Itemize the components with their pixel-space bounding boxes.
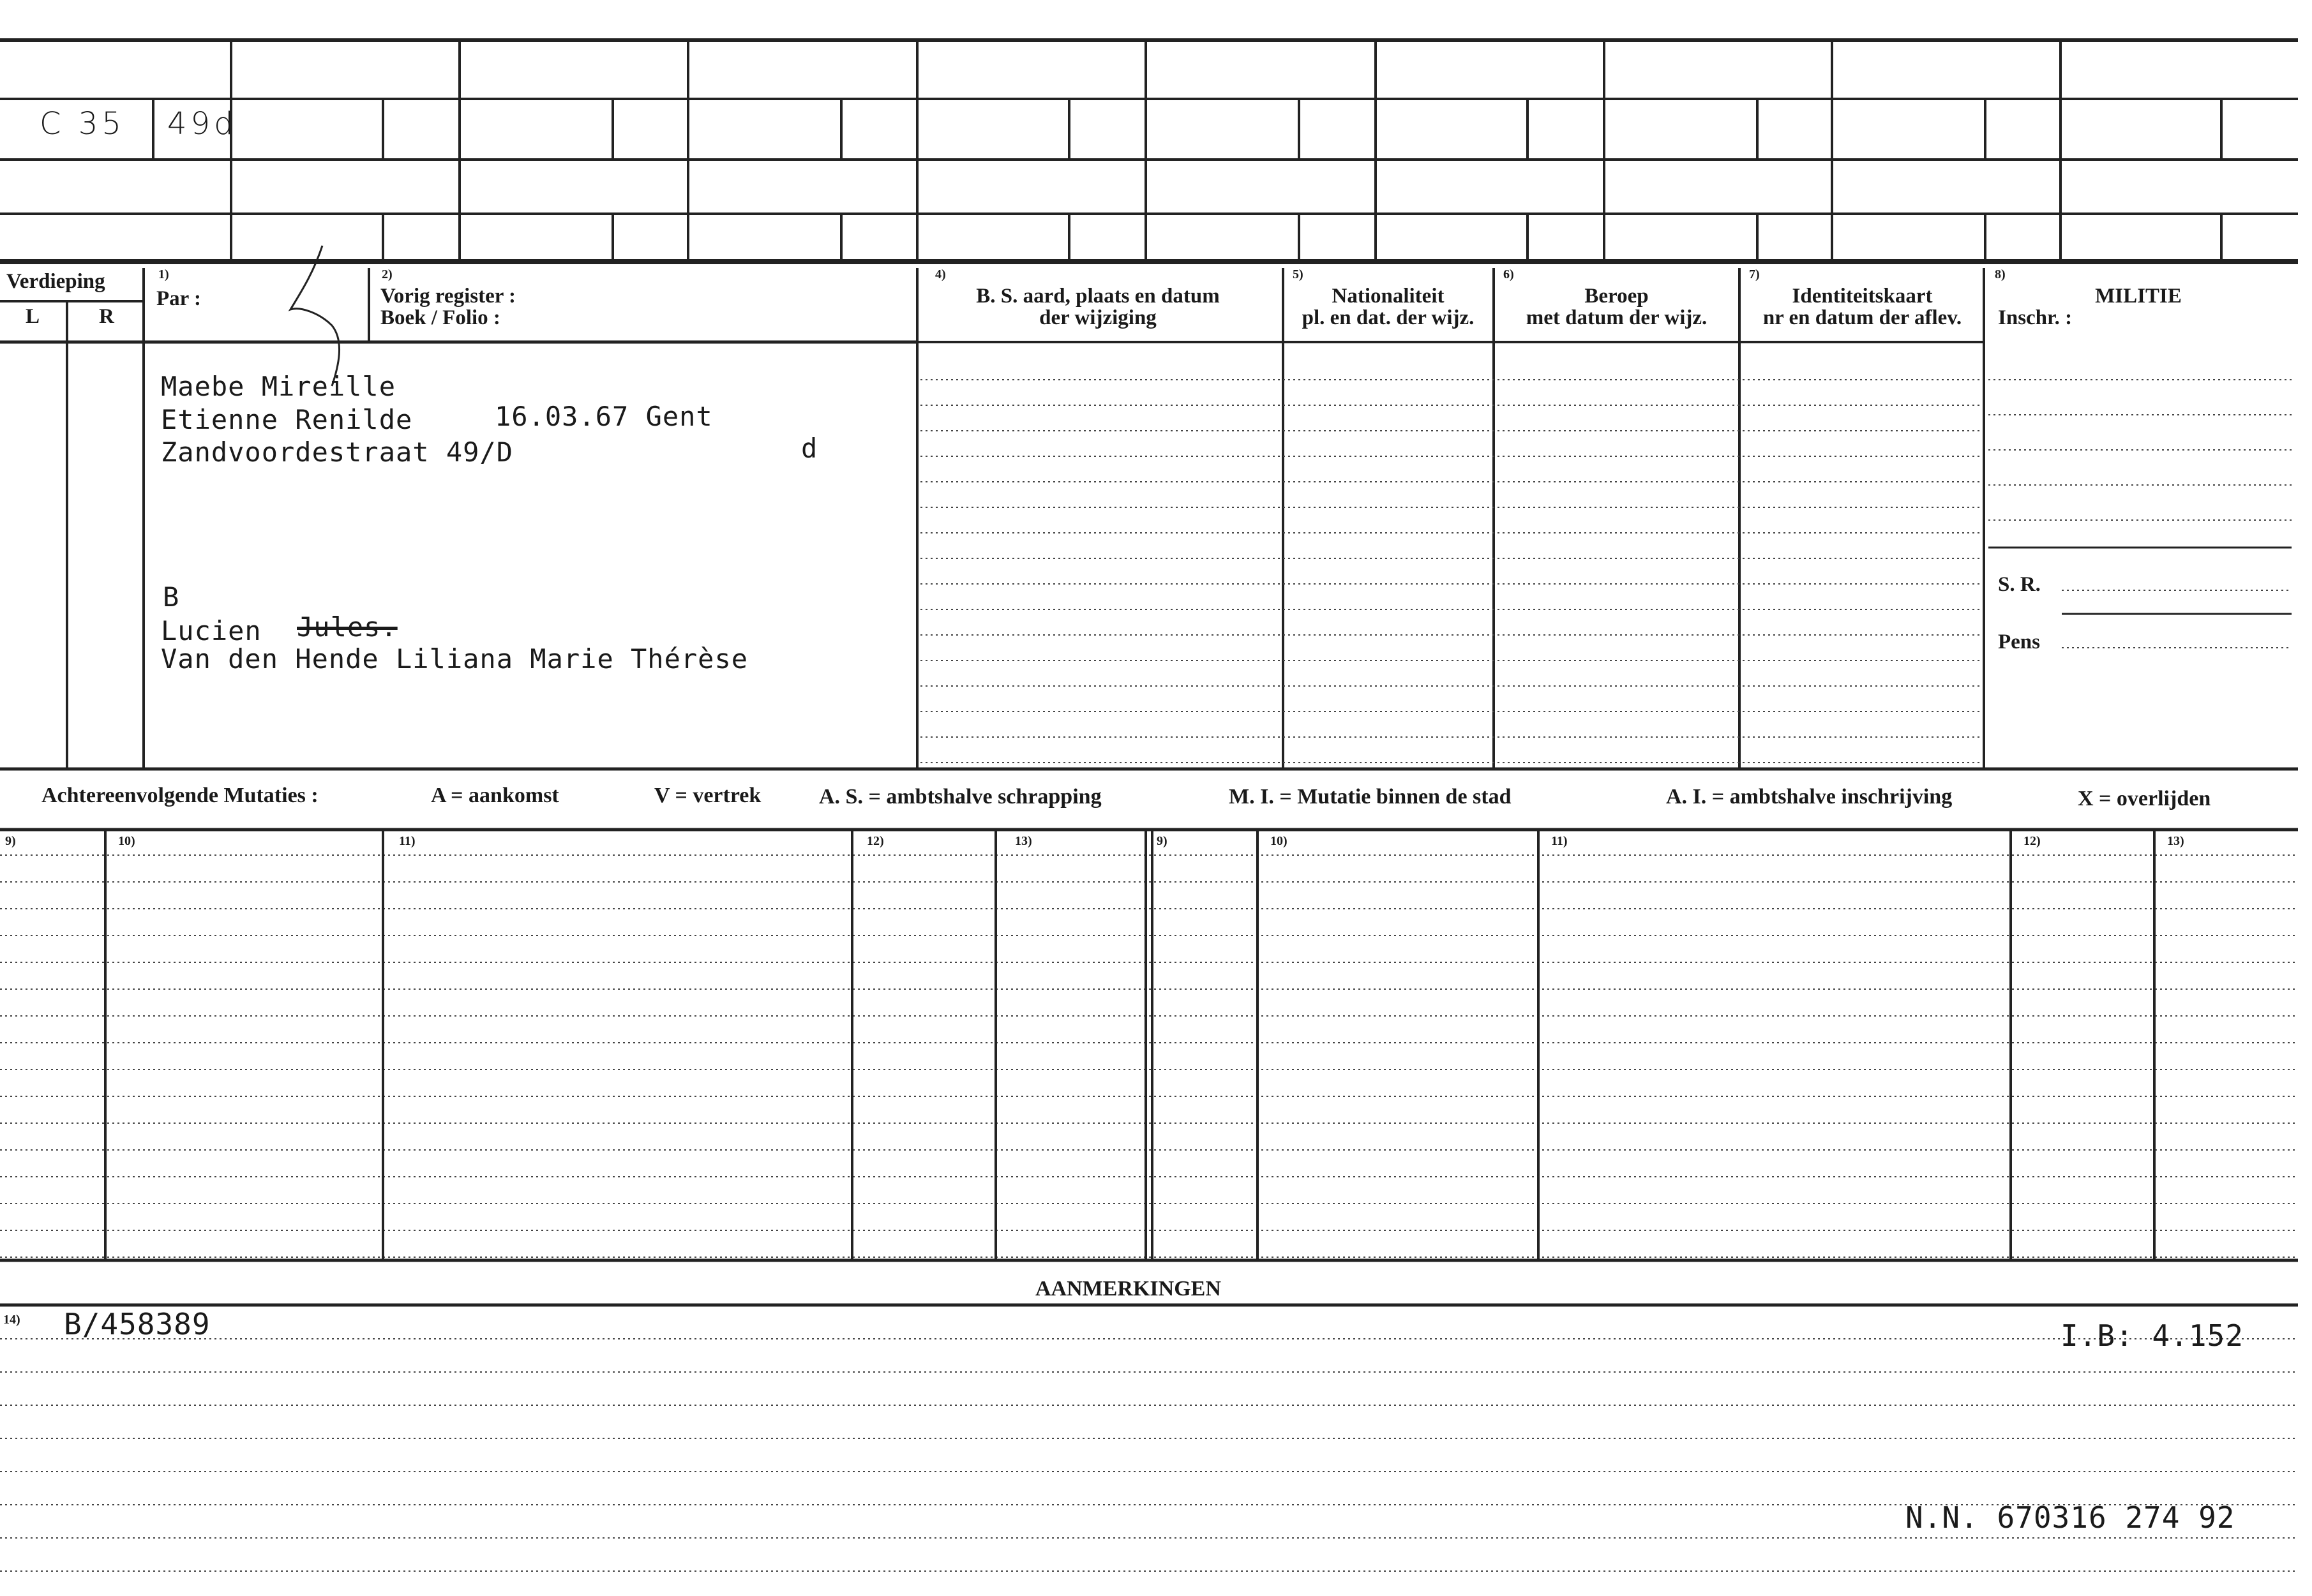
- spouse-marker: B: [163, 581, 180, 613]
- person-birth: 16.03.67 Gent: [495, 401, 713, 432]
- mutaties-title: Achtereenvolgende Mutaties :: [41, 784, 319, 807]
- col2-number: 2): [382, 267, 393, 281]
- col7-number: 7): [1749, 267, 1760, 281]
- mut-col13-right: 13): [2167, 834, 2184, 848]
- bs-header-line1: B. S. aard, plaats en datum: [976, 285, 1220, 308]
- mut-col11-right: 11): [1551, 834, 1568, 848]
- handwritten-arrow: [290, 246, 340, 386]
- beroep-header-line2: met datum der wijz.: [1526, 306, 1708, 329]
- nationaliteit-header-line2: pl. en dat. der wijz.: [1302, 306, 1475, 329]
- father-first-name: Lucien: [161, 615, 262, 646]
- par-label: Par :: [156, 287, 201, 310]
- sr-label: S. R.: [1998, 573, 2041, 596]
- aanmerking-reference: B/458389: [64, 1307, 211, 1341]
- mutatie-binnen-stad: M. I. = Mutatie binnen de stad: [1229, 785, 1512, 809]
- verdieping-label: Verdieping: [6, 270, 105, 293]
- mutatie-ambtshalve-inschrijving: A. I. = ambtshalve inschrijving: [1666, 785, 1953, 809]
- vorig-register-label: Vorig register :: [380, 285, 516, 308]
- mut-col10-right: 10): [1270, 834, 1287, 848]
- col8-number: 8): [1995, 267, 2006, 281]
- person-name: Maebe Mireille: [161, 371, 396, 402]
- ib-number: I.B: 4.152: [2061, 1318, 2244, 1353]
- person-address: Zandvoordestraat 49/D: [161, 436, 514, 468]
- bs-header-line2: der wijziging: [1039, 306, 1157, 329]
- mut-col13-left: 13): [1015, 834, 1032, 848]
- person-marker: d: [801, 433, 818, 464]
- beroep-header-line1: Beroep: [1584, 285, 1649, 308]
- identiteitskaart-header-line2: nr en datum der aflev.: [1762, 306, 1962, 329]
- militie-header: MILITIE: [2095, 285, 2182, 308]
- mut-col10-left: 10): [118, 834, 135, 848]
- mutaties-columns: [105, 830, 2154, 1260]
- mutatie-vertrek: V = vertrek: [654, 784, 762, 807]
- handwritten-mark: [290, 246, 340, 386]
- col4-number: 4): [935, 267, 946, 281]
- mut-col12-left: 12): [867, 834, 884, 848]
- mut-col11-left: 11): [399, 834, 416, 848]
- right-label: R: [99, 305, 114, 328]
- father-struck-name: Jules.: [297, 611, 398, 643]
- mother-name: Van den Hende Liliana Marie Thérèse: [161, 643, 749, 675]
- register-number: 49d: [167, 106, 237, 142]
- boek-folio-label: Boek / Folio :: [380, 306, 500, 329]
- inschr-label: Inschr. :: [1998, 306, 2073, 329]
- nationaliteit-header-line1: Nationaliteit: [1332, 285, 1445, 308]
- mutatie-ambtshalve-schrapping: A. S. = ambtshalve schrapping: [819, 785, 1102, 809]
- dotted-rules: [0, 380, 2298, 1571]
- mut-col9-left: 9): [5, 834, 16, 848]
- col5-number: 5): [1293, 267, 1303, 281]
- left-label: L: [26, 305, 40, 328]
- col6-number: 6): [1503, 267, 1514, 281]
- mut-col9-right: 9): [1157, 834, 1167, 848]
- register-code: C 35: [40, 106, 125, 142]
- col1-number: 1): [158, 267, 169, 281]
- mut-col12-right: 12): [2023, 834, 2041, 848]
- person-parents: Etienne Renilde: [161, 404, 413, 435]
- national-number: N.N. 670316 274 92: [1905, 1500, 2235, 1535]
- col14-number: 14): [3, 1313, 20, 1327]
- mutatie-overlijden: X = overlijden: [2078, 787, 2211, 810]
- mutatie-aankomst: A = aankomst: [431, 784, 559, 807]
- pens-label: Pens: [1998, 630, 2040, 653]
- aanmerkingen-title: AANMERKINGEN: [1035, 1277, 1221, 1301]
- top-register-grid: [0, 40, 2298, 262]
- identiteitskaart-header-line1: Identiteitskaart: [1792, 285, 1933, 308]
